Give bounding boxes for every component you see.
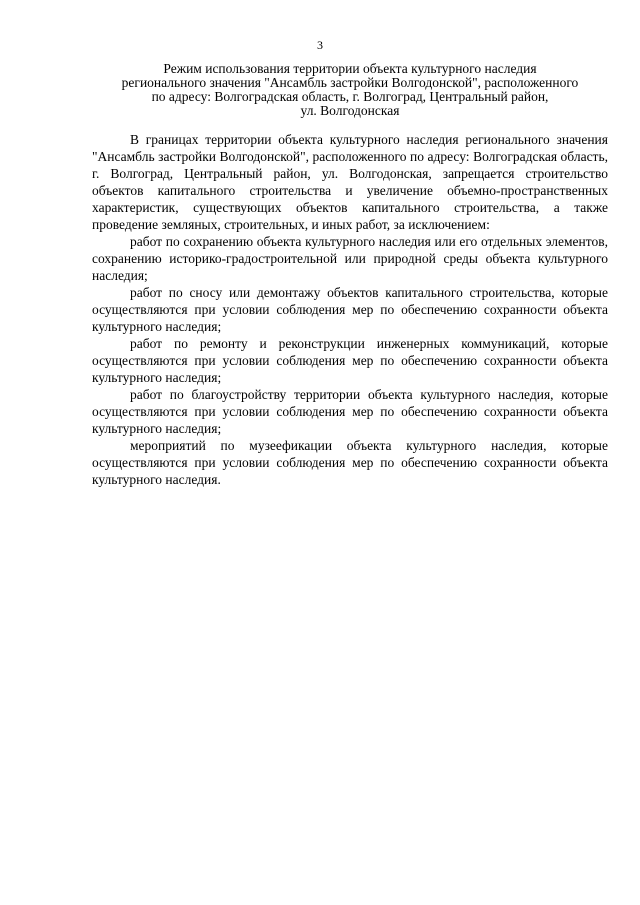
paragraph-intro: В границах территории объекта культурного наследия регионального значения "Ансамбль застройки Волгодонской", расположенного по адресу: Волгоградская область, г. Волгоград, Центральный район, ул. Волгодонская, запрещается строительство объектов капитального строительства и увеличение объемно-пространственных характеристик, существующих объектов капитального строительства, а также проведение земляных, строительных, и иных работ, за исключением: [92, 132, 608, 232]
document-body [92, 131, 608, 488]
title-line-2: регионального значения "Ансамбль застройки Волгодонской", расположенного [121, 75, 579, 90]
paragraph-exception-demolition: работ по сносу или демонтажу объектов капитального строительства, которые осуществляются при условии соблюдения мер по обеспечению сохранности объекта культурного наследия; [92, 285, 608, 334]
page-number: 3 [317, 38, 323, 52]
title-line-4: ул. Волгодонская [300, 103, 400, 118]
paragraph-exception-preservation: работ по сохранению объекта культурного наследия или его отдельных элементов, сохранению историко-градостроительной или природной среды объекта культурного наследия; [92, 234, 608, 283]
paragraph-exception-utilities: работ по ремонту и реконструкции инженерных коммуникаций, которые осуществляются при условии соблюдения мер по обеспечению сохранности объекта культурного наследия; [92, 336, 608, 385]
title-line-1: Режим использования территории объекта культурного наследия [163, 61, 537, 76]
paragraph-exception-landscaping: работ по благоустройству территории объекта культурного наследия, которые осуществляются при условии соблюдения мер по обеспечению сохранности объекта культурного наследия; [92, 387, 608, 436]
document-title [92, 62, 608, 118]
title-line-3: по адресу: Волгоградская область, г. Волгоград, Центральный район, [151, 89, 549, 104]
paragraph-exception-museumification: мероприятий по музеефикации объекта культурного наследия, которые осуществляются при условии соблюдения мер по обеспечению сохранности объекта культурного наследия. [92, 438, 608, 487]
